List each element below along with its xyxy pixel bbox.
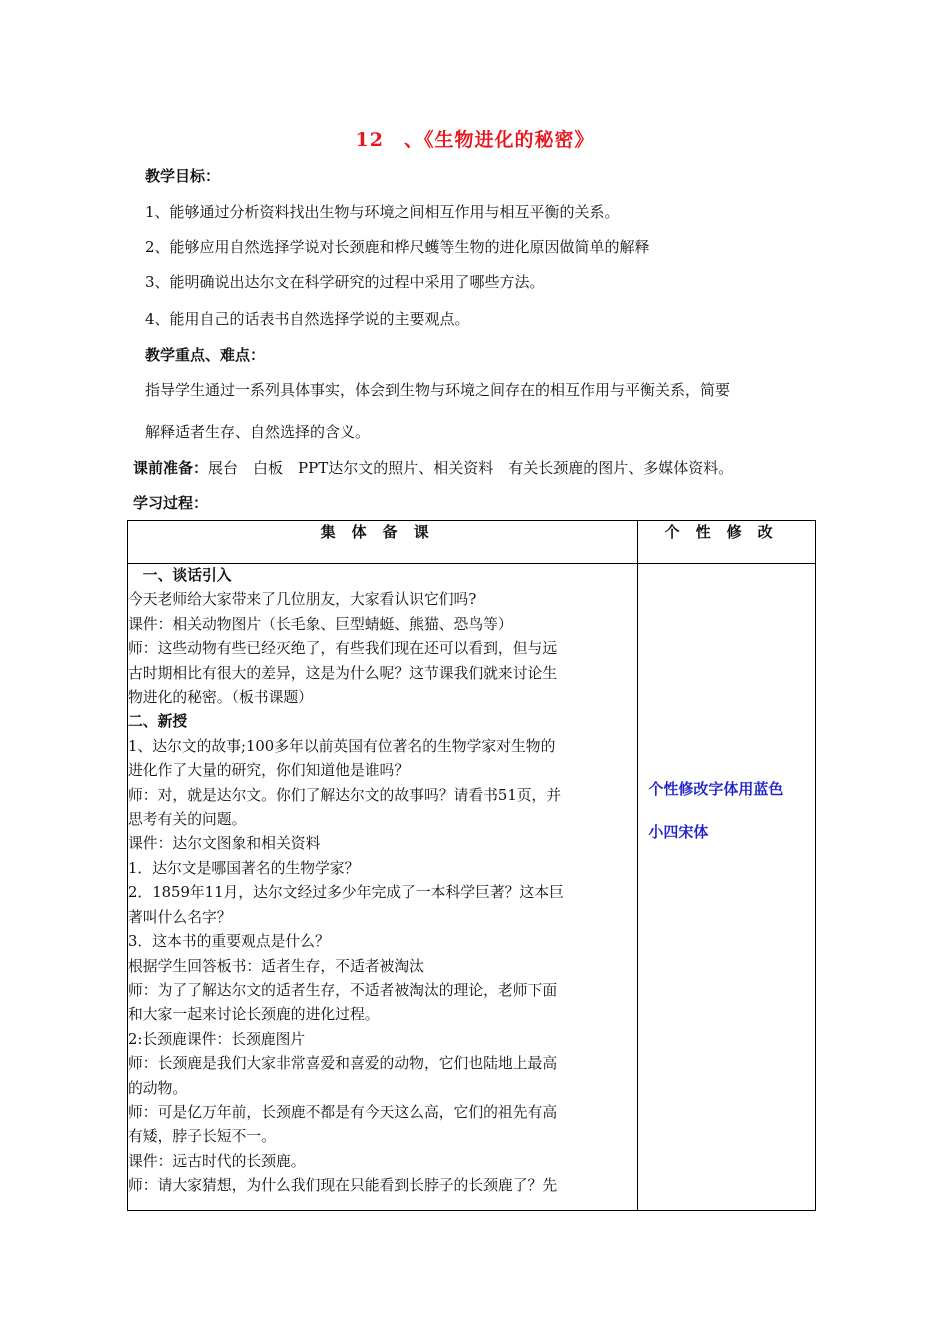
content-line: 根据学生回答板书：适者生存，不适者被淘汰	[128, 957, 424, 975]
content-line: 2:长颈鹿课件：长颈鹿图片	[128, 1030, 306, 1048]
personal-edit-content	[638, 564, 816, 1211]
content-line: 今天老师给大家带来了几位朋友，大家看认识它们吗?	[128, 591, 477, 609]
objectives-heading: 教学目标：	[145, 167, 221, 185]
content-line: 2．1859年11月，达尔文经过多少年完成了一本科学巨著？这本巨	[128, 884, 564, 902]
objective-item-1: 1、能够通过分析资料找出生物与环境之间相互作用与相互平衡的关系。	[145, 203, 620, 221]
objective-item-4: 4、能用自己的话表书自然选择学说的主要观点。	[145, 310, 470, 328]
content-line: 师：可是亿万年前，长颈鹿不都是有今天这么高，它们的祖先有高	[128, 1103, 558, 1121]
column-header-personal-edit: 个性修改	[638, 521, 816, 564]
lesson-table	[127, 520, 816, 1211]
group-prep-content	[128, 564, 638, 1211]
content-line: 的动物。	[128, 1079, 188, 1097]
content-line: 3．这本书的重要观点是什么？	[128, 933, 330, 951]
preparation-text: 展台 白板 PPT达尔文的照片、相关资料 有关长颈鹿的图片、多媒体资料。	[208, 459, 734, 477]
content-line: 古时期相比有很大的差异，这是为什么呢？这节课我们就来讨论生	[128, 664, 558, 682]
preparation-line	[133, 457, 733, 478]
content-line: 1、达尔文的故事;100多年以前英国有位著名的生物学家对生物的	[128, 737, 556, 755]
key-points-line-1: 指导学生通过一系列具体事实，体会到生物与环境之间存在的相互作用与平衡关系，简要	[145, 381, 731, 399]
section-heading: 一、谈话引入	[128, 567, 232, 584]
key-points-heading: 教学重点、难点：	[145, 346, 266, 364]
content-line: 师：请大家猜想，为什么我们现在只能看到长脖子的长颈鹿了？先	[128, 1177, 558, 1195]
preparation-label: 课前准备：	[133, 459, 209, 477]
process-heading: 学习过程：	[133, 494, 209, 512]
content-line: 课件：达尔文图象和相关资料	[128, 835, 321, 853]
personal-edit-note-line-1: 个性修改字体用蓝色	[648, 780, 784, 798]
content-line: 和大家一起来讨论长颈鹿的进化过程。	[128, 1006, 380, 1024]
content-line: 课件：相关动物图片（长毛象、巨型蜻蜓、熊猫、恐鸟等）	[128, 615, 513, 633]
content-line: 有矮，脖子长短不一。	[128, 1128, 276, 1146]
objective-item-3: 3、能明确说出达尔文在科学研究的过程中采用了哪些方法。	[145, 273, 545, 291]
objective-item-2: 2、能够应用自然选择学说对长颈鹿和桦尺蠖等生物的进化原因做简单的解释	[145, 238, 650, 256]
content-line: 师：这些动物有些已经灭绝了，有些我们现在还可以看到，但与远	[128, 640, 558, 658]
section-heading: 二、新授	[128, 713, 188, 731]
document-title: 12 、《生物进化的秘密》	[355, 129, 595, 151]
content-line: 著叫什么名字？	[128, 908, 232, 926]
column-header-group-prep: 集体备课	[128, 521, 638, 564]
content-line: 师：对，就是达尔文。你们了解达尔文的故事吗？请看书51页，并	[128, 786, 562, 804]
personal-edit-note-line-2: 小四宋体	[648, 823, 709, 841]
content-line: 1．达尔文是哪国著名的生物学家？	[128, 859, 360, 877]
content-line: 课件：远古时代的长颈鹿。	[128, 1152, 306, 1170]
content-line: 物进化的秘密。（板书课题）	[128, 689, 313, 707]
key-points-line-2: 解释适者生存、自然选择的含义。	[145, 423, 371, 441]
content-line: 思考有关的问题。	[128, 811, 247, 829]
content-line: 师：为了了解达尔文的适者生存，不适者被淘汰的理论，老师下面	[128, 981, 558, 999]
content-line: 师：长颈鹿是我们大家非常喜爱和喜爱的动物，它们也陆地上最高	[128, 1055, 558, 1073]
content-line: 进化作了大量的研究，你们知道他是谁吗？	[128, 762, 410, 780]
